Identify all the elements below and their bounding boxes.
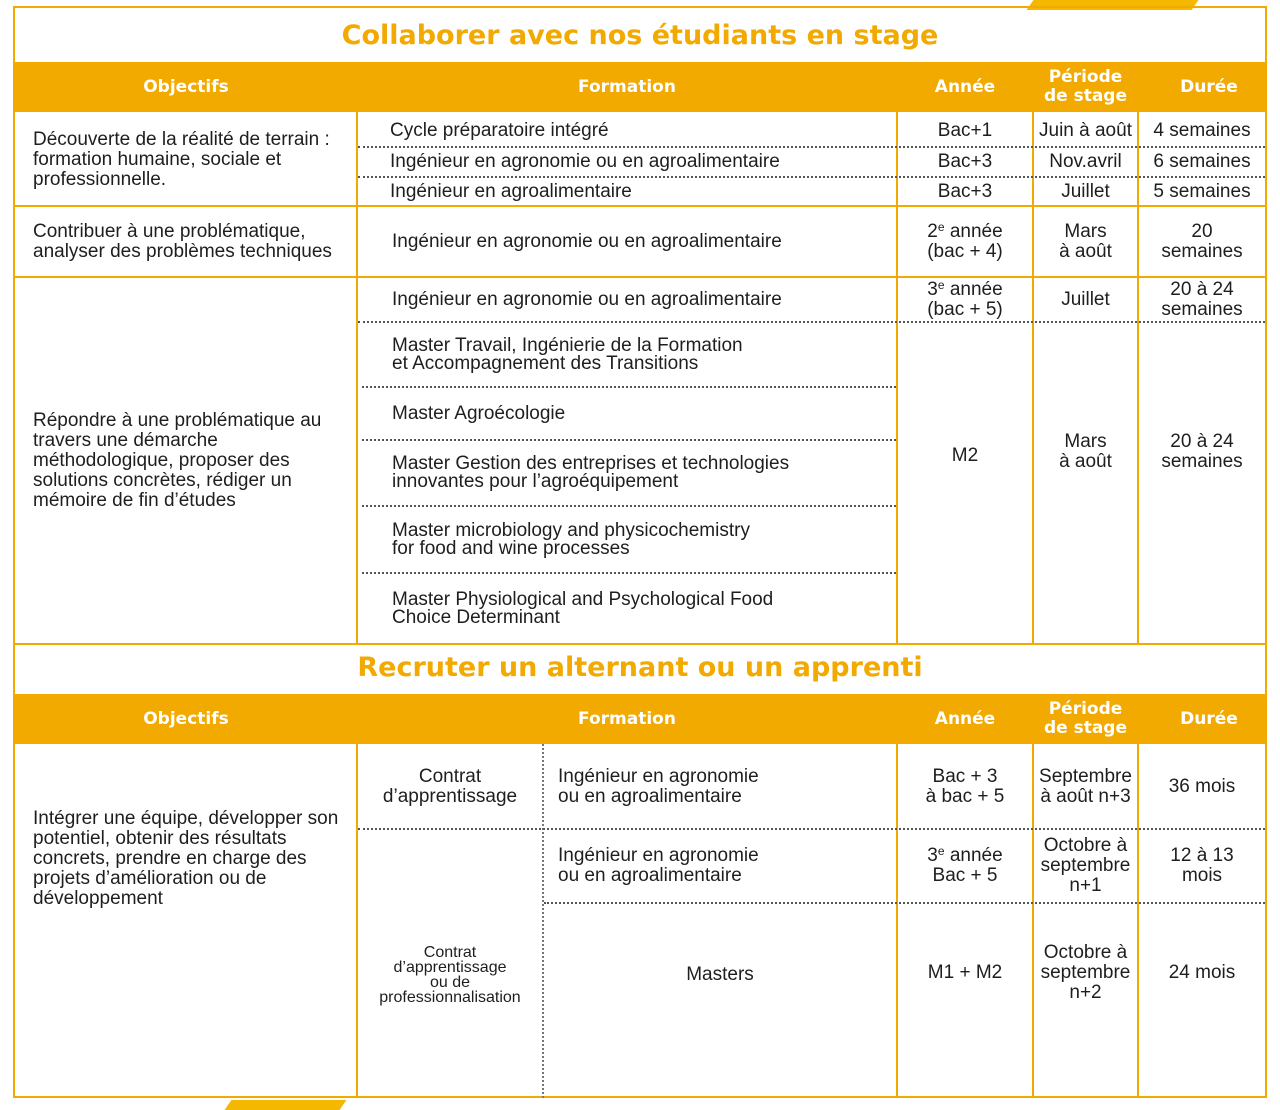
- periode-line2: à août: [1059, 240, 1112, 262]
- contrat-line4: professionnalisation: [379, 989, 521, 1006]
- annee-line2: Bac + 5: [932, 865, 998, 886]
- periode-line1: Mars: [1064, 220, 1107, 242]
- annee-line2: (bac + 5): [927, 298, 1003, 320]
- master-item: [392, 574, 892, 643]
- periode-cell: [1034, 830, 1137, 902]
- annee-cell: [898, 830, 1032, 902]
- annee-number: 2: [927, 220, 938, 242]
- header-objectifs: Objectifs: [143, 76, 229, 97]
- duree-line1: 20 à 24: [1170, 278, 1234, 300]
- periode-line3: n+1: [1069, 875, 1102, 896]
- master-item: Master Agroécologie: [392, 402, 566, 424]
- annee-superscript: e: [937, 844, 945, 858]
- contrat-line2: d’apprentissage: [382, 786, 518, 807]
- duree-line2: semaines: [1161, 451, 1243, 472]
- periode-cell: Juillet: [1061, 288, 1110, 310]
- annee-cell: Bac+3: [937, 180, 993, 202]
- header-annee: Année: [934, 76, 996, 97]
- annee-line2: à bac + 5: [925, 786, 1005, 807]
- objectif-decouverte: Découverte de la réalité de terrain : formation humaine, sociale et professionnelle.: [33, 128, 330, 190]
- formation-line2: ou en agroalimentaire: [558, 865, 742, 886]
- annee-number: 3: [927, 278, 938, 300]
- header-objectifs: Objectifs: [143, 708, 229, 729]
- annee-cell: M1 + M2: [927, 962, 1003, 983]
- periode-line1: Octobre à: [1043, 835, 1128, 856]
- header-periode-line2: de stage: [1043, 86, 1128, 106]
- master-line2: et Accompagnement des Transitions: [392, 352, 699, 374]
- section-title-stages: Collaborer avec nos étudiants en stage: [341, 20, 939, 51]
- formation-cell: Cycle préparatoire intégré: [390, 120, 609, 141]
- annee-line1: [927, 846, 1002, 866]
- header-periode-line1: Période: [1048, 67, 1123, 87]
- contrat-apprentissage: [358, 746, 542, 828]
- periode-cell: [1034, 207, 1137, 276]
- duree-line2: mois: [1181, 865, 1223, 886]
- header-row-stages: [15, 62, 1265, 112]
- formation-cell: Ingénieur en agroalimentaire: [390, 180, 632, 202]
- duree-line1: 12 à 13: [1170, 845, 1234, 866]
- master-item: [392, 507, 892, 572]
- periode-line3: n+2: [1069, 982, 1102, 1003]
- contrat-line2: d’apprentissage: [393, 959, 507, 976]
- master-line2: for food and wine processes: [392, 537, 630, 559]
- annee-cell: [898, 278, 1032, 321]
- annee-cell: Bac+3: [937, 151, 993, 172]
- periode-line2: septembre: [1040, 855, 1131, 876]
- formation-line2: ou en agroalimentaire: [558, 786, 742, 807]
- contrat-line1: Contrat: [418, 766, 482, 787]
- annee-superscript: e: [937, 219, 945, 234]
- header-periode-line1: Période: [1048, 699, 1123, 719]
- formation-cell: Ingénieur en agronomie ou en agroalimentaire: [392, 288, 782, 310]
- formation-cell: [558, 830, 888, 902]
- annee-cell: [898, 746, 1032, 828]
- duree-line1: 20 à 24: [1170, 431, 1234, 452]
- duree-line1: 20: [1191, 220, 1213, 242]
- master-item: [392, 323, 892, 386]
- duree-cell: [1139, 278, 1265, 321]
- periode-line2: à août: [1059, 451, 1112, 472]
- annee-word: année: [944, 278, 1003, 300]
- annee-line2: (bac + 4): [927, 240, 1003, 262]
- annee-word: année: [944, 220, 1003, 242]
- annee-cell: Bac+1: [937, 120, 993, 141]
- duree-line2: semaines: [1161, 240, 1243, 262]
- header-duree: Durée: [1180, 708, 1238, 729]
- duree-cell: 5 semaines: [1153, 180, 1251, 202]
- periode-cell: [1034, 323, 1137, 581]
- decorative-stripe-bottom: [224, 1100, 346, 1110]
- header-formation: Formation: [578, 76, 676, 97]
- header-periode: [1033, 62, 1138, 112]
- duree-cell: [1139, 830, 1265, 902]
- annee-word: année: [944, 845, 1003, 866]
- master-line2: innovantes pour l’agroéquipement: [392, 471, 679, 492]
- duree-line2: semaines: [1161, 298, 1243, 320]
- header-periode-line2: de stage: [1043, 718, 1128, 738]
- duree-cell: [1139, 323, 1265, 581]
- duree-cell: 6 semaines: [1153, 151, 1251, 172]
- formation-line1: Ingénieur en agronomie: [558, 845, 759, 866]
- formation-cell: Masters: [686, 964, 754, 985]
- master-line2: Choice Determinant: [392, 606, 560, 628]
- periode-cell: [1034, 904, 1137, 1042]
- objectif-contribuer: Contribuer à une problématique, analyser des problèmes techniques: [33, 220, 332, 262]
- formation-cell: [558, 746, 888, 828]
- master-line1: Master microbiology and physicochemistry: [392, 519, 750, 541]
- duree-cell: 4 semaines: [1153, 120, 1251, 141]
- objectif-repondre: Répondre à une problématique au travers une démarche méthodologique, proposer des solutions concrètes, rédiger un mémoire de fin d’études: [33, 409, 322, 511]
- contrat-line3: ou de: [429, 974, 471, 991]
- header-formation: Formation: [578, 708, 676, 729]
- duree-cell: [1139, 207, 1265, 276]
- duree-cell: 24 mois: [1168, 962, 1236, 983]
- objectif-integrer: Intégrer une équipe, développer son potentiel, obtenir des résultats concrets, prendre en charge des projets d’amélioration ou de développement: [33, 808, 339, 909]
- duree-cell: 36 mois: [1168, 776, 1236, 797]
- periode-line1: Mars: [1064, 431, 1107, 452]
- annee-line1: Bac + 3: [932, 766, 998, 787]
- periode-line2: à août n+3: [1040, 786, 1131, 807]
- formation-cell: Ingénieur en agronomie ou en agroalimentaire: [392, 230, 782, 252]
- annee-cell: [898, 207, 1032, 276]
- annee-superscript: e: [937, 277, 945, 292]
- header-row-alternance: [15, 694, 1265, 744]
- master-line1: Master Gestion des entreprises et technologies: [392, 453, 790, 474]
- periode-cell: Juillet: [1061, 180, 1110, 202]
- contrat-line1: Contrat: [423, 944, 477, 961]
- periode-cell: [1034, 746, 1137, 828]
- header-duree: Durée: [1180, 76, 1238, 97]
- master-line1: Master Physiological and Psychological Food: [392, 588, 774, 610]
- column-divider: [356, 112, 358, 643]
- row-divider: [15, 643, 1265, 645]
- periode-line2: septembre: [1040, 962, 1131, 983]
- formation-cell: Ingénieur en agronomie ou en agroalimentaire: [390, 151, 780, 172]
- periode-line1: Septembre: [1039, 766, 1132, 787]
- annee-cell: M2: [951, 444, 979, 466]
- master-item: [392, 441, 892, 505]
- master-line1: Master Travail, Ingénierie de la Formation: [392, 334, 743, 356]
- header-annee: Année: [934, 708, 996, 729]
- periode-cell: Nov.avril: [1049, 151, 1122, 172]
- periode-line1: Octobre à: [1043, 942, 1128, 963]
- periode-cell: Juin à août: [1039, 120, 1132, 141]
- annee-line1: [927, 277, 1003, 300]
- formation-line1: Ingénieur en agronomie: [558, 766, 759, 787]
- section-title-alternance: Recruter un alternant ou un apprenti: [357, 652, 923, 683]
- header-periode: [1033, 694, 1138, 744]
- annee-number: 3: [927, 845, 938, 866]
- annee-line1: [927, 219, 1003, 242]
- contrat-apprentissage-professionnalisation: [358, 880, 542, 1070]
